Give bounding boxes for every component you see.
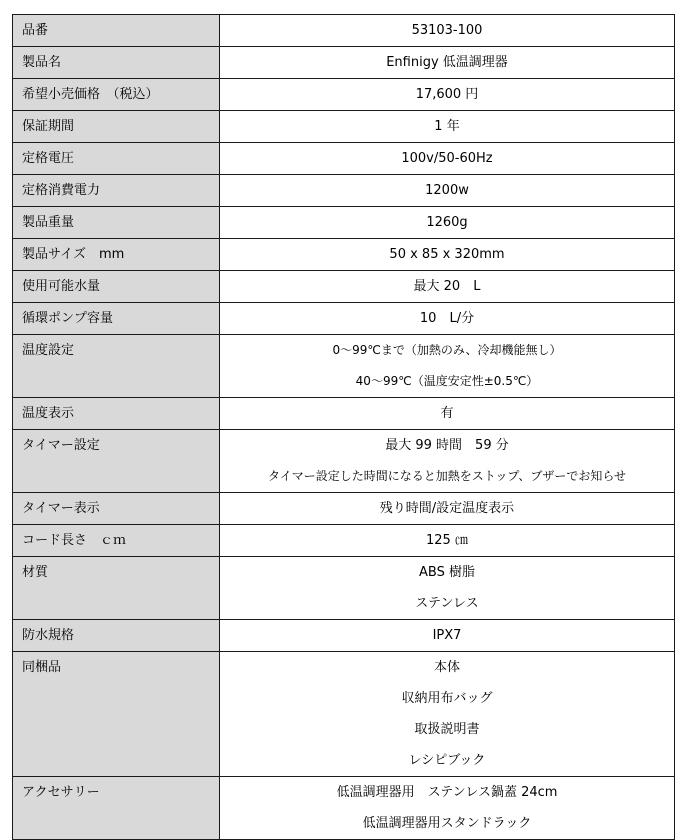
spec-value-cell (220, 335, 675, 398)
spec-value: 1 年 (434, 119, 460, 134)
spec-label: 循環ポンプ容量 (13, 303, 220, 335)
spec-value-cell (220, 271, 675, 303)
spec-value-cell (220, 207, 675, 239)
spec-value: ステンレス (415, 596, 479, 611)
spec-value: 低温調理器用 ステンレス鍋蓋 24cm (336, 785, 558, 800)
spec-value: 10 L/分 (419, 311, 475, 326)
spec-label: 同梱品 (13, 652, 220, 777)
spec-value: 最大 99 時間 59 分 (385, 438, 509, 453)
spec-label: アクセサリー (13, 777, 220, 840)
spec-label: 使用可能水量 (13, 271, 220, 303)
spec-row-size (13, 239, 675, 271)
spec-row-timer-display (13, 493, 675, 525)
spec-value: 40～99℃（温度安定性±0.5℃） (355, 374, 539, 388)
spec-value: 本体 (433, 660, 460, 675)
spec-value: 1260g (426, 215, 468, 230)
spec-row-voltage (13, 143, 675, 175)
spec-row-price (13, 79, 675, 111)
spec-value: 125 ㎝ (426, 533, 468, 548)
spec-row-waterproof (13, 620, 675, 652)
spec-value-cell (220, 493, 675, 525)
spec-value: 53103-100 (411, 23, 483, 38)
spec-value: 収納用布バッグ (401, 691, 493, 706)
spec-row-accessories (13, 777, 675, 840)
spec-value: 取扱説明書 (414, 722, 480, 737)
spec-row-material (13, 557, 675, 620)
spec-label: 定格電圧 (13, 143, 220, 175)
spec-value: 0～99℃まで（加熱のみ、冷却機能無し） (332, 343, 562, 357)
spec-row-temperature-display (13, 398, 675, 430)
spec-value: IPX7 (432, 628, 462, 643)
spec-row-temperature-setting (13, 335, 675, 398)
spec-label: 材質 (13, 557, 220, 620)
spec-label: タイマー表示 (13, 493, 220, 525)
spec-value: 17,600 円 (415, 87, 479, 102)
spec-value-cell (220, 15, 675, 47)
spec-value-cell (220, 777, 675, 840)
spec-value-cell (220, 111, 675, 143)
spec-value-cell (220, 525, 675, 557)
spec-value-cell (220, 557, 675, 620)
spec-row-pump-capacity (13, 303, 675, 335)
spec-value-cell (220, 79, 675, 111)
spec-row-product-name (13, 47, 675, 79)
spec-value: 低温調理器用スタンドラック (362, 816, 532, 831)
spec-row-water-capacity (13, 271, 675, 303)
spec-value-cell (220, 47, 675, 79)
spec-value-cell (220, 175, 675, 207)
spec-label: 製品サイズ mm (13, 239, 220, 271)
spec-label: 温度表示 (13, 398, 220, 430)
spec-row-timer-setting (13, 430, 675, 493)
spec-row-power (13, 175, 675, 207)
spec-label: 保証期間 (13, 111, 220, 143)
spec-label: 定格消費電力 (13, 175, 220, 207)
spec-value: 残り時間/設定温度表示 (379, 501, 515, 516)
spec-value: Enfinigy 低温調理器 (386, 55, 508, 70)
spec-value-cell (220, 430, 675, 493)
spec-label: 製品重量 (13, 207, 220, 239)
spec-label: 防水規格 (13, 620, 220, 652)
spec-value: 1200w (425, 183, 469, 198)
spec-row-product-number (13, 15, 675, 47)
spec-label: タイマー設定 (13, 430, 220, 493)
spec-row-cord-length (13, 525, 675, 557)
spec-label: コード長さ ｃｍ (13, 525, 220, 557)
spec-value-cell (220, 143, 675, 175)
spec-value: タイマー設定した時間になると加熱をストップ、ブザーでお知らせ (267, 469, 627, 483)
spec-row-weight (13, 207, 675, 239)
spec-value: 100v/50-60Hz (401, 151, 493, 166)
spec-value: レシピブック (408, 753, 486, 768)
spec-label: 製品名 (13, 47, 220, 79)
spec-value-cell (220, 239, 675, 271)
spec-label: 品番 (13, 15, 220, 47)
spec-row-included-items (13, 652, 675, 777)
spec-row-warranty (13, 111, 675, 143)
spec-label: 希望小売価格 （税込） (13, 79, 220, 111)
spec-label: 温度設定 (13, 335, 220, 398)
spec-value: 最大 20 L (413, 279, 481, 294)
spec-value: 50 x 85 x 320mm (389, 247, 505, 262)
spec-value: ABS 樹脂 (419, 565, 475, 580)
spec-value-cell (220, 303, 675, 335)
spec-value-cell (220, 620, 675, 652)
spec-table (12, 14, 675, 840)
spec-value-cell (220, 652, 675, 777)
spec-value: 有 (440, 406, 454, 421)
spec-value-cell (220, 398, 675, 430)
